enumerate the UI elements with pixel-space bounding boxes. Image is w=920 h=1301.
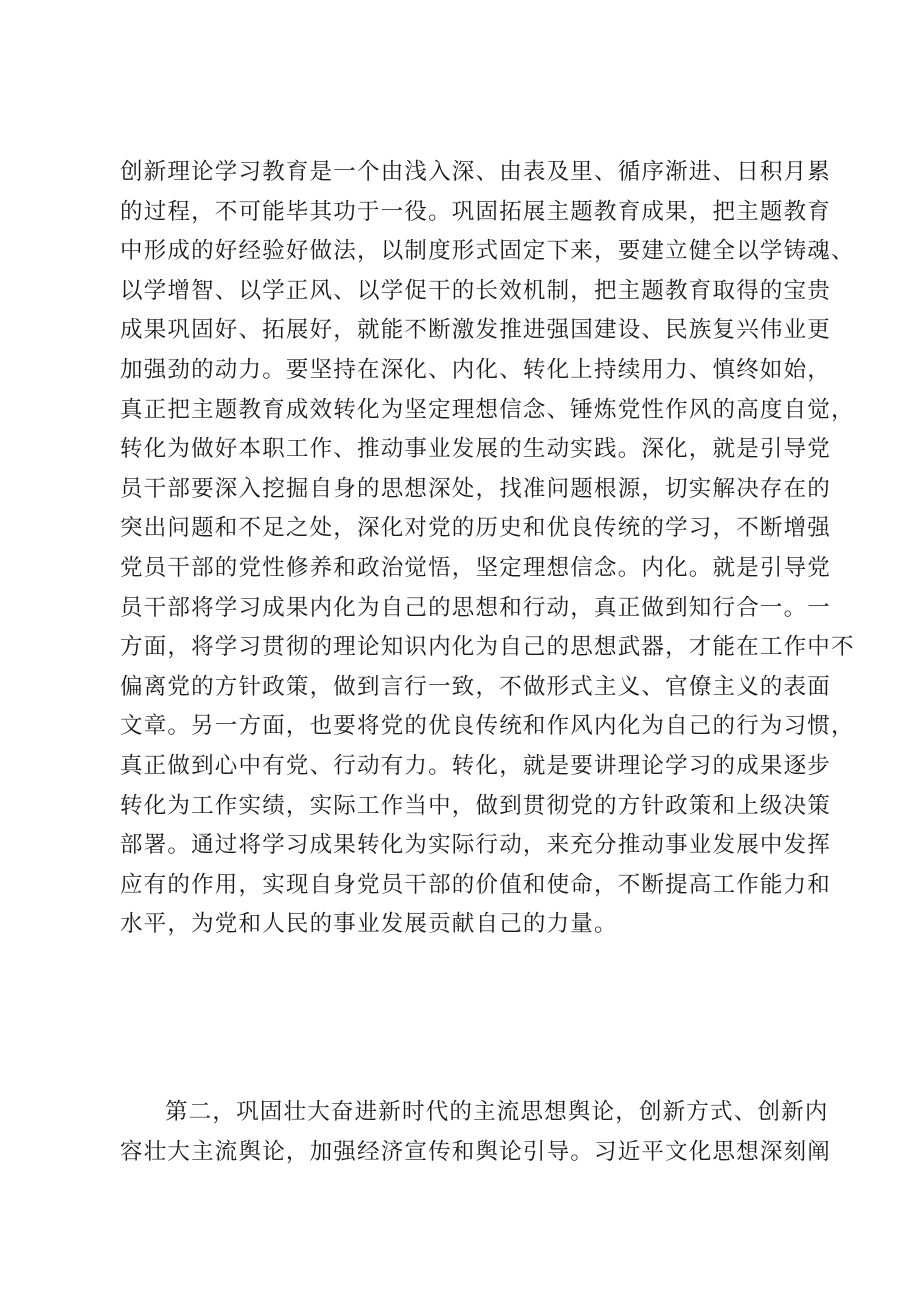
text-line: 应有的作用，实现自身党员干部的价值和使命，不断提高工作能力和 xyxy=(120,871,832,898)
text-line: 的过程，不可能毕其功于一役。巩固拓展主题教育成果，把主题教育 xyxy=(120,198,832,225)
text-line: 转化为做好本职工作、推动事业发展的生动实践。深化，就是引导党 xyxy=(120,436,832,463)
text-line: 真正做到心中有党、行动有力。转化，就是要讲理论学习的成果逐步 xyxy=(120,752,832,779)
text-line: 员干部要深入挖掘自身的思想深处，找准问题根源，切实解决存在的 xyxy=(120,475,832,502)
text-line: 部署。通过将学习成果转化为实际行动，来充分推动事业发展中发挥 xyxy=(120,832,832,859)
paragraph-2 xyxy=(120,1093,832,1172)
paragraph-1 xyxy=(120,153,855,945)
text-line: 成果巩固好、拓展好，就能不断激发推进强国建设、民族复兴伟业更 xyxy=(120,317,832,344)
text-line: 加强劲的动力。要坚持在深化、内化、转化上持续用力、慎终如始， xyxy=(120,356,832,383)
text-line: 以学增智、以学正风、以学促干的长效机制，把主题教育取得的宝贵 xyxy=(120,277,832,304)
text-line: 党员干部的党性修养和政治觉悟，坚定理想信念。内化。就是引导党 xyxy=(120,554,832,581)
text-line: 第二，巩固壮大奋进新时代的主流思想舆论，创新方式、创新内 xyxy=(165,1099,829,1125)
text-line: 员干部将学习成果内化为自己的思想和行动，真正做到知行合一。一 xyxy=(120,594,832,621)
text-line: 容壮大主流舆论，加强经济宣传和舆论引导。习近平文化思想深刻阐 xyxy=(120,1138,832,1165)
text-line: 突出问题和不足之处，深化对党的历史和优良传统的学习，不断增强 xyxy=(120,515,832,542)
text-line: 水平，为党和人民的事业发展贡献自己的力量。 xyxy=(120,911,618,938)
text-line: 文章。另一方面，也要将党的优良传统和作风内化为自己的行为习惯， xyxy=(120,713,855,740)
text-line: 转化为工作实绩，实际工作当中，做到贯彻党的方针政策和上级决策 xyxy=(120,792,832,819)
text-line: 创新理论学习教育是一个由浅入深、由表及里、循序渐进、日积月累 xyxy=(120,159,832,185)
text-line: 方面，将学习贯彻的理论知识内化为自己的思想武器，才能在工作中不 xyxy=(120,634,855,661)
text-line: 偏离党的方针政策，做到言行一致，不做形式主义、官僚主义的表面 xyxy=(120,673,832,700)
text-line: 真正把主题教育成效转化为坚定理想信念、锤炼党性作风的高度自觉， xyxy=(120,396,855,423)
text-line: 中形成的好经验好做法，以制度形式固定下来，要建立健全以学铸魂、 xyxy=(120,238,855,265)
